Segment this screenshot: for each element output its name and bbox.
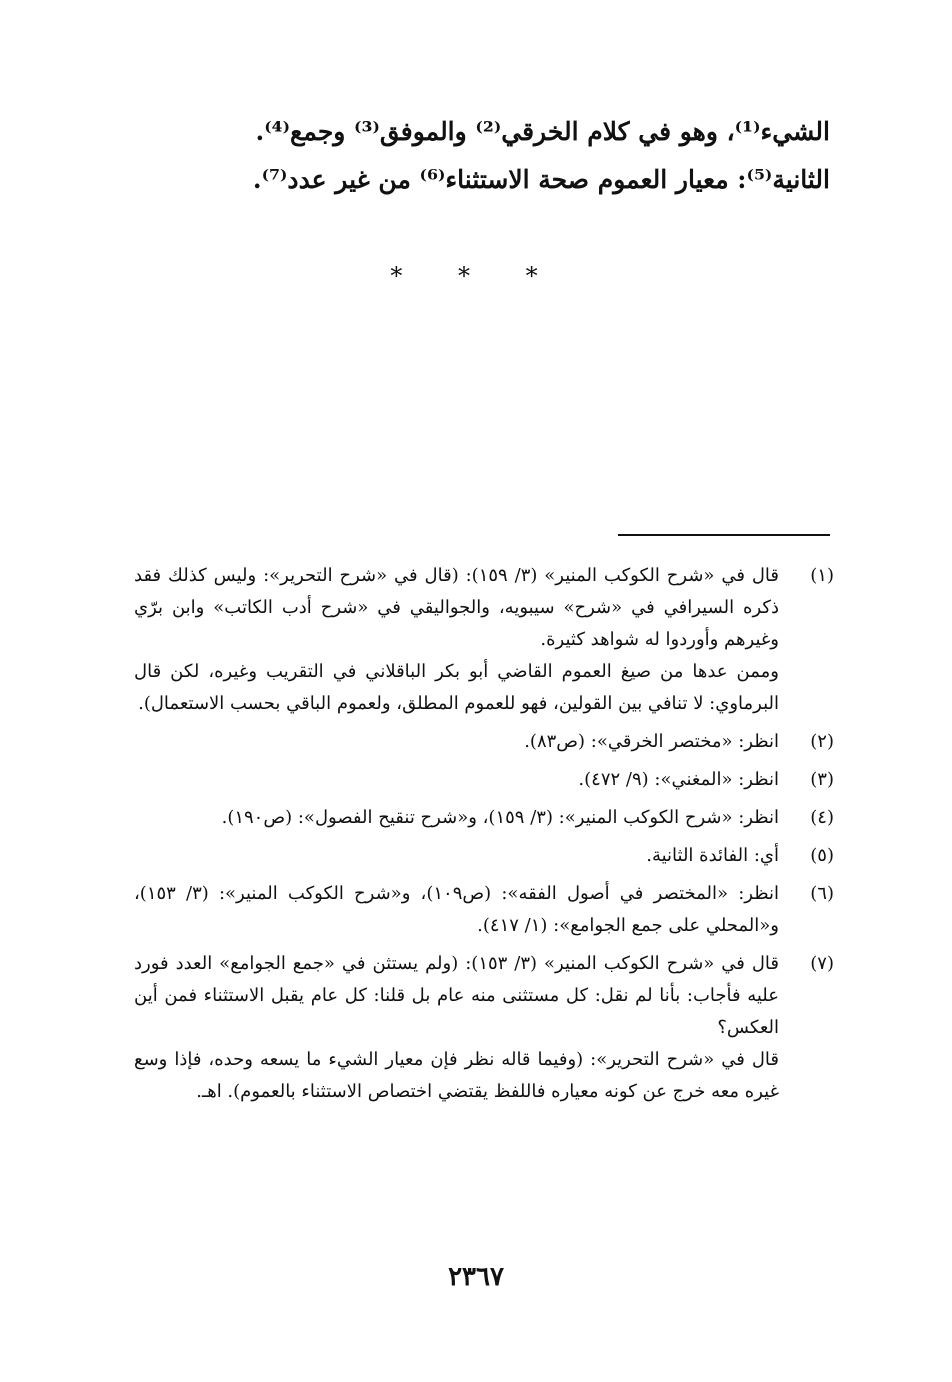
section-separator: * * * [390, 262, 562, 290]
footnote-text: وممن عدها من صيغ العموم القاضي أبو بكر الباقلاني في التقريب وغيره، لكن قال البرماوي: لا تنافي بين القولين، فهو للعموم المطلق، ولعموم الباقي بحسب الاستعمال). [134, 661, 779, 714]
footnote-text: قال في «شرح الكوكب المنير» (٣/ ١٥٩): (قال في «شرح التحرير»: وليس كذلك فقد ذكره السيرافي في «شرح» سيبويه، والجواليقي في «شرح أدب الكاتب» وابن برّي وغيرهم وأوردوا له شواهد كثيرة. [134, 565, 779, 650]
footnote-rule [618, 534, 830, 536]
footnote [134, 764, 834, 796]
footnote-text: قال في «شرح الكوكب المنير» (٣/ ١٥٣): (ولم يستثن في «جمع الجوامع» العدد فورد عليه فأجاب: بأنا لم نقل: كل مستثنى منه عام بل قلنا: كل عام يقبل الاستثناء فمن أين العكس؟ [134, 953, 780, 1038]
footnotes [134, 560, 834, 1114]
footnote-text: قال في «شرح التحرير»: (وفيما قاله نظر فإن معيار الشيء ما يسعه وحده، فإذا وسع غيره معه خرج عن كونه معياره فاللفظ يقتضي اختصاص الاستثناء بالعموم). اهـ. [134, 1049, 779, 1102]
footnote [134, 726, 834, 758]
footnote-text: انظر: «المختصر في أصول الفقه»: (ص١٠٩)، و«شرح الكوكب المنير»: (٣/ ١٥٣)، و«المحلي على جمع الجوامع»: (١/ ٤١٧). [134, 883, 780, 936]
footnote [134, 948, 834, 1108]
footnote [134, 802, 834, 834]
footnote-number: (٦) [810, 883, 834, 904]
footnote-number: (١) [810, 565, 834, 586]
main-line: الثانية⁽⁵⁾: معيار العموم صحة الاستثناء⁽⁶⁾ من غير عدد⁽⁷⁾. [252, 165, 830, 194]
footnote-text: أي: الفائدة الثانية. [646, 845, 779, 866]
footnote-number: (٢) [810, 731, 834, 752]
footnote-number: (٣) [810, 769, 834, 790]
footnote-number: (٥) [810, 845, 834, 866]
footnote [134, 560, 834, 720]
page-number: ٢٣٦٧ [448, 1262, 504, 1292]
footnote-number: (٧) [810, 953, 834, 974]
footnote-text: انظر: «المغني»: (٩/ ٤٧٢). [578, 769, 779, 790]
footnote-text: انظر: «مختصر الخرقي»: (ص٨٣). [524, 731, 779, 752]
footnote-text: انظر: «شرح الكوكب المنير»: (٣/ ١٥٩)، و«شرح تنقيح الفصول»: (ص١٩٠). [221, 807, 779, 828]
footnote-number: (٤) [810, 807, 834, 828]
main-line: الشيء⁽¹⁾، وهو في كلام الخرقي⁽²⁾ والموفق⁽³⁾ وجمع⁽⁴⁾. [255, 117, 830, 146]
main-text [130, 108, 830, 204]
footnote [134, 840, 834, 872]
footnote [134, 878, 834, 942]
